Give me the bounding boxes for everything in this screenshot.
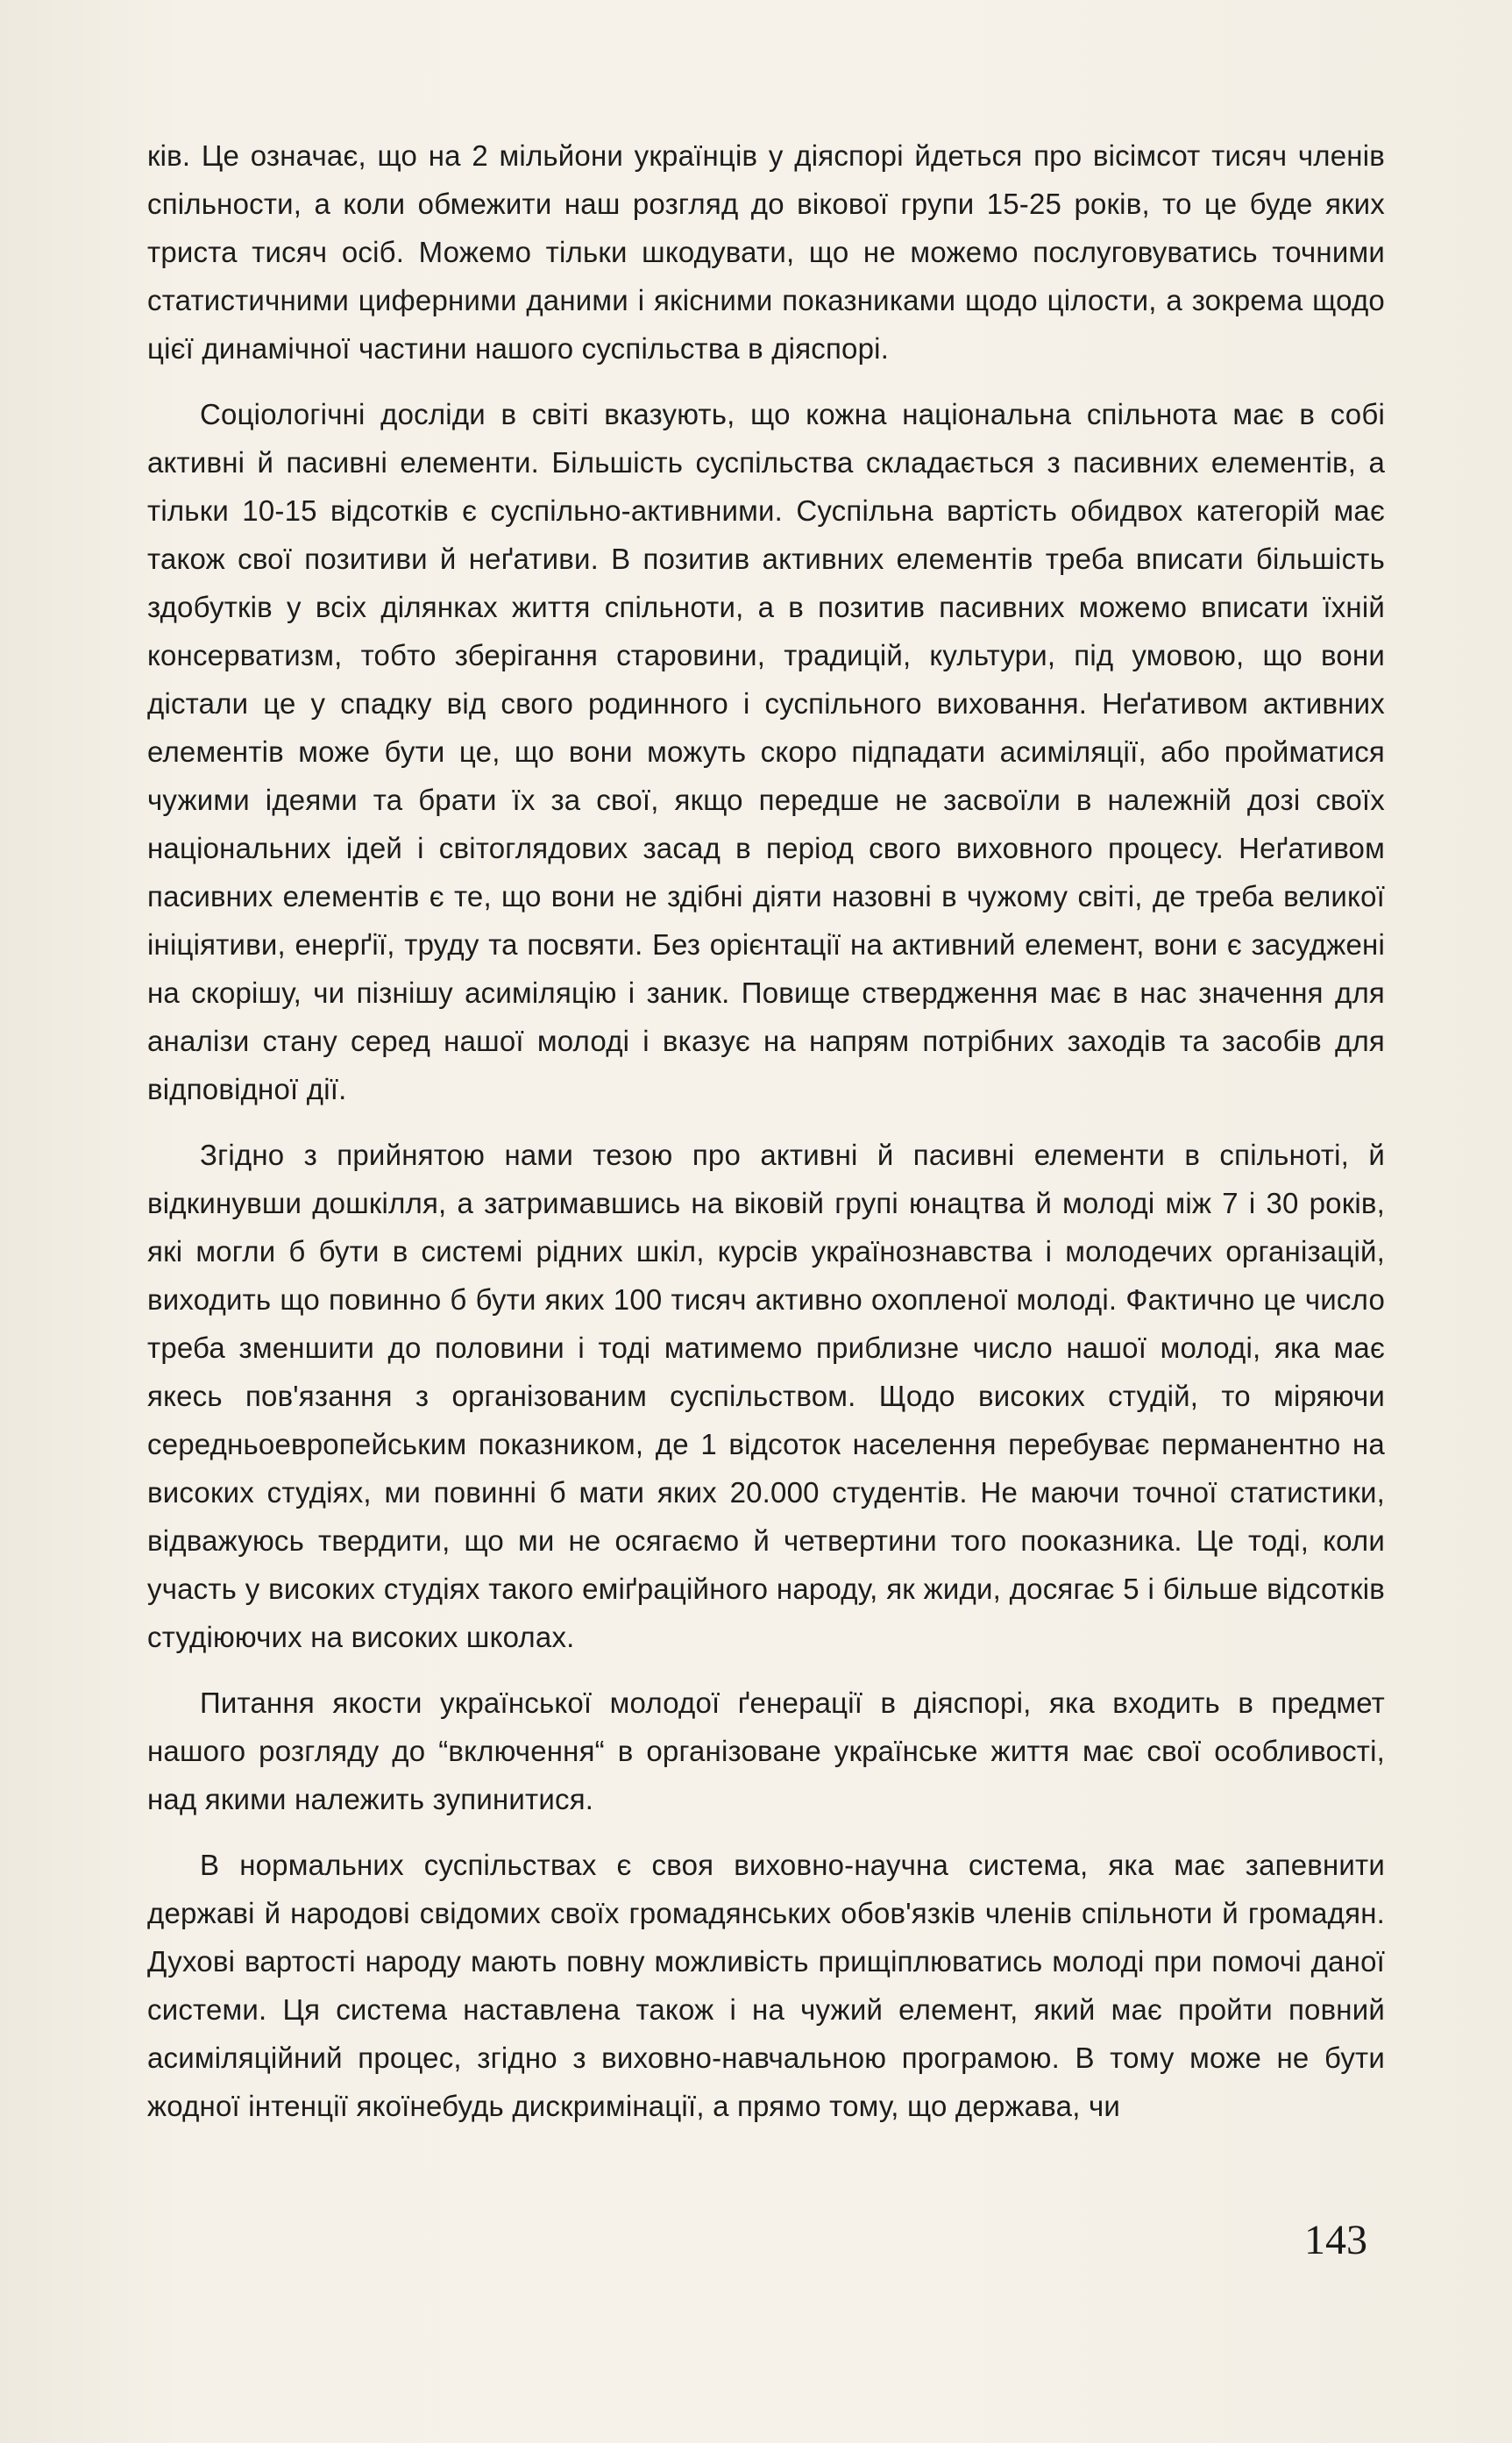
body-text [147, 131, 1385, 2148]
paragraph-3: Згідно з прийнятою нами тезою про активні й пасивні елементи в спільноті, й відкинувши дошкілля, а затримавшись на віковій групі юнацтва й молоді між 7 і 30 років, які могли б бути в системі рідних шкіл, курсів українознавства і молодечих організацій, виходить що повинно б бути яких 100 тисяч активно охопленої молоді. Фактично це число треба зменшити до половини і тоді матимемо приблизне число нашої молоді, яка має якесь пов'язання з організованим суспільством. Щодо високих студій, то міряючи середньоевропейським показником, де 1 відсоток населення перебуває перманентно на високих студіях, ми повинні б мати яких 20.000 студентів. Не маючи точної статистики, відважуюсь твердити, що ми не осягаємо й четвертини того пооказника. Це тоді, коли участь у високих студіях такого еміґраційного народу, як жиди, досягає 5 і більше відсотків студіюючих на високих школах. [147, 1139, 1385, 1653]
paragraph-1: ків. Це означає, що на 2 мільйони українців у діяспорі йдеться про вісімсот тисяч членів спільности, а коли обмежити наш розгляд до вікової групи 15-25 років, то це буде яких триста тисяч осіб. Можемо тільки шкодувати, що не можемо послуговуватись точними статистичними циферними даними і якісними показниками щодо цілости, а зокрема щодо цієї динамічної частини нашого суспільства в діяспорі. [147, 139, 1385, 365]
paragraph-4: Питання якости української молодої ґенерації в діяспорі, яка входить в предмет нашого розгляду до “включення“ в організоване українське життя має свої особливості, над якими належить зупинитися. [147, 1687, 1385, 1815]
paragraph-5: В нормальних суспільствах є своя виховно-научна система, яка має запевнити державі й народові свідомих своїх громадянських обов'язків членів спільноти й громадян. Духові вартості народу мають повну можливість прищіплюватись молоді при помочі даної системи. Ця система наставлена також і на чужий елемент, який має пройти повний асиміляційний процес, згідно з виховно-навчальною програмою. В тому може не бути жодної інтенції якоїнебудь дискримінації, а прямо тому, що держава, чи [147, 1849, 1385, 2122]
paragraph-2: Соціологічні досліди в світі вказують, що кожна національна спільнота має в собі активні й пасивні елементи. Більшість суспільства складається з пасивних елементів, а тільки 10-15 відсотків є суспільно-активними. Суспільна вартість обидвох категорій має також свої позитиви й неґативи. В позитив активних елементів треба вписати більшість здобутків у всіх ділянках життя спільноти, а в позитив пасивних можемо вписати їхній консерватизм, тобто зберігання старовини, традицій, культури, під умовою, що вони дістали це у спадку від свого родинного і суспільного виховання. Неґативом активних елементів може бути це, що вони можуть скоро підпадати асиміляції, або пройматися чужими ідеями та брати їх за свої, якщо передше не засвоїли в належній дозі своїх національних ідей і світоглядових засад в період свого виховного процесу. Неґативом пасивних елементів є те, що вони не здібні діяти назовні в чужому світі, де треба великої ініціятиви, енерґії, труду та посвяти. Без орієнтації на активний елемент, вони є засуджені на скорішу, чи пізнішу асиміляцію і заник. Повище ствердження має в нас значення для аналізи стану серед нашої молоді і вказує на напрям потрібних заходів та засобів для відповідної дії. [147, 398, 1385, 1105]
page-number: 143 [1304, 2217, 1367, 2263]
